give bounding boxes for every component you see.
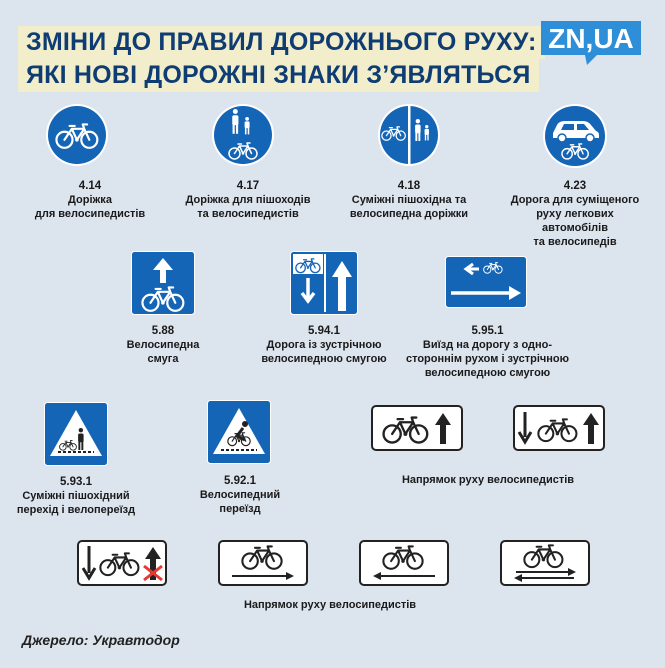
- sign-5-92-1-caption: [180, 474, 300, 516]
- sign-text: переїзд: [219, 503, 261, 515]
- bicycle-path-sign: [45, 103, 109, 167]
- combined-crossing-sign: [44, 402, 108, 466]
- bicycle-lane-sign: [131, 251, 195, 315]
- sign-text: перехід і велопереїзд: [16, 504, 136, 516]
- sign-number: 5.94.1: [308, 325, 340, 337]
- sign-4-23-caption: [505, 179, 645, 249]
- sign-5-88-caption: [103, 324, 223, 366]
- sign-4-18-caption: [339, 179, 479, 221]
- sign-text: Доріжка для пішоходів: [185, 194, 311, 206]
- one-way-exit-sign: [445, 256, 527, 308]
- sign-number: 4.14: [78, 180, 102, 192]
- page-title-line-1: ЗМІНИ ДО ПРАВИЛ ДОРОЖНЬОГО РУХУ:: [18, 26, 545, 59]
- sign-4-14-caption: [30, 179, 150, 221]
- direction-plate-bike-right: [218, 540, 308, 586]
- direction-caption-2: Напрямок руху велосипедистів: [243, 599, 417, 611]
- sign-4-17-caption: [178, 179, 318, 221]
- sign-text: велосипедна доріжки: [349, 208, 469, 220]
- direction-plate-bike-left: [359, 540, 449, 586]
- direction-plate-bike-up: [371, 405, 463, 451]
- sign-text: стороннім рухом і зустрічною: [405, 353, 570, 365]
- logo-text: ZN,UA: [548, 23, 634, 54]
- sign-number: 4.18: [397, 180, 421, 192]
- sign-text: Дорога із зустрічною: [266, 339, 382, 351]
- sign-text: Велосипедний: [199, 489, 281, 501]
- sign-text: Велосипедна: [126, 339, 200, 351]
- contraflow-lane-sign: [290, 251, 358, 315]
- sign-number: 4.17: [236, 180, 260, 192]
- sign-text: велосипедною смугою: [424, 367, 551, 379]
- sign-number: 5.93.1: [60, 476, 92, 488]
- sign-number: 5.88: [151, 325, 175, 337]
- bicycle-crossing-sign: [207, 400, 271, 464]
- sign-text: Дорога для суміщеного: [510, 194, 640, 206]
- direction-plate-down-bike-forbidden-up: [77, 540, 167, 586]
- sign-number: 5.95.1: [471, 325, 504, 337]
- direction-plate-down-bike-up: [513, 405, 605, 451]
- sign-text: для велосипедистів: [34, 208, 146, 220]
- pedestrian-bicycle-path-sign: [211, 103, 275, 167]
- page-title-line-2: ЯКІ НОВІ ДОРОЖНІ ЗНАКИ З’ЯВЛЯТЬСЯ: [18, 59, 539, 92]
- sign-text: та велосипедів: [533, 236, 617, 248]
- adjacent-paths-sign: [377, 103, 441, 167]
- zn-ua-logo: [537, 17, 645, 67]
- sign-text: та велосипедистів: [197, 208, 299, 220]
- sign-number: 4.23: [563, 180, 587, 192]
- sign-text: Доріжка: [68, 194, 112, 206]
- sign-5-93-1-caption: [14, 475, 138, 517]
- direction-caption-1: Напрямок руху велосипедистів: [401, 474, 575, 486]
- source-note: Джерело: Укравтодор: [22, 632, 180, 648]
- sign-text: Виїзд на дорогу з одно-: [422, 339, 553, 351]
- sign-5-95-1-caption: [405, 324, 570, 380]
- sign-text: Суміжні пішохідна та: [351, 194, 467, 206]
- sign-text: руху легкових автомобілів: [536, 208, 614, 234]
- sign-number: 5.92.1: [224, 475, 256, 487]
- car-bicycle-road-sign: [541, 103, 609, 169]
- direction-plate-bike-both-ways: [500, 540, 590, 586]
- sign-text: велосипедною смугою: [261, 353, 387, 365]
- sign-text: смуга: [147, 353, 179, 365]
- sign-5-94-1-caption: [254, 324, 394, 366]
- sign-text: Суміжні пішохідний: [22, 490, 130, 502]
